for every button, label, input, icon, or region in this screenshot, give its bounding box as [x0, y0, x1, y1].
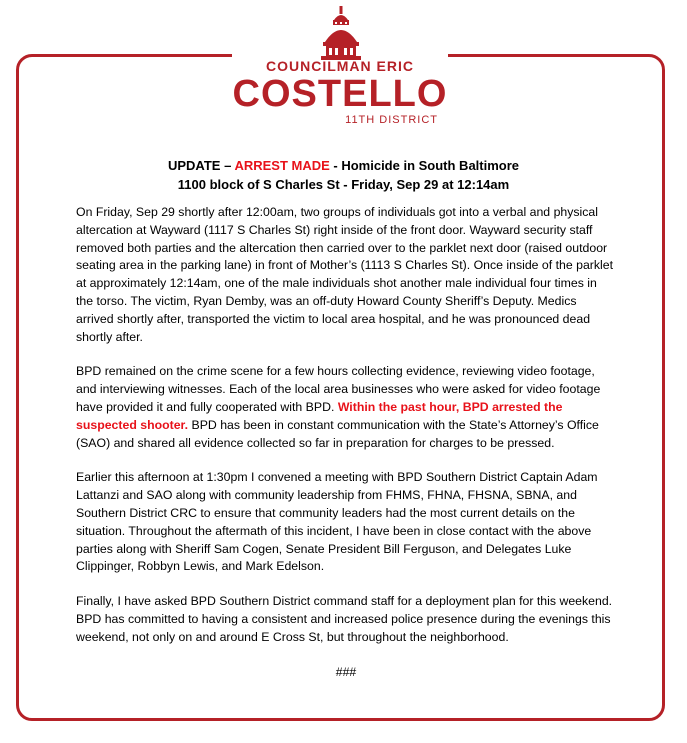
- paragraph-deployment: Finally, I have asked BPD Southern District command staff for a deployment plan for this weekend. BPD has committed to having a consistent and increased police presence during the evenings this weekend, not only on and around E Cross St, but throughout the neighborhood.: [76, 594, 613, 644]
- paragraph-meeting: Earlier this afternoon at 1:30pm I convened a meeting with BPD Southern District Captain Adam Lattanzi and SAO along with community leadership from FHMS, FHNA, FHSNA, SBNA, and Southern District CRC to ensure that community leaders had the most current details on the situation. Throughout the aftermath of this incident, I have been in close contact with the above parties along with Sheriff Sam Cogen, Senate President Bill Ferguson, and Delegates Luke Clippinger, Robbyn Lewis, and Mark Edelson.: [76, 470, 598, 574]
- paragraph-investigation-start: BPD remained on the crime scene for a few hours collecting evidence, reviewing video footage, and interviewing witnesses. Each of the local area businesses who were asked for video footage have provided it and fully cooperated with BPD.: [76, 364, 601, 414]
- capitol-dome-icon: [318, 6, 364, 62]
- headline-suffix: - Homicide in South Baltimore: [329, 158, 520, 173]
- paragraph-incident: On Friday, Sep 29 shortly after 12:00am, two groups of individuals got into a verbal and physical altercation at Wayward (1117 S Charles St) right inside of the front door. Wayward security staff removed both parties and the altercation then carried over to the parklet next door (raised outdoor seating area in the parking lane) in front of Mother’s (1113 S Charles St). Once inside of the parklet at approximately 12:14am, one of the male individuals shot another male individual four times in the torso. The victim, Ryan Demby, was an off-duty Howard County Sheriff’s Deputy. Medics arrived shortly after, transported the victim to local area hospital, and he was pronounced dead shortly after.: [76, 205, 614, 344]
- headline-line-1: [40, 156, 647, 175]
- headline: [40, 156, 647, 194]
- logo-name-text: COSTELLO: [232, 73, 448, 115]
- end-mark: ###: [335, 664, 357, 679]
- arrest-made-highlight: ARREST MADE: [234, 158, 330, 173]
- statement-body: [76, 204, 616, 681]
- logo-district-text: 11TH DISTRICT: [345, 114, 438, 126]
- councilman-logo: [232, 6, 448, 128]
- headline-prefix: UPDATE –: [167, 158, 235, 173]
- arrest-announcement: Within the past hour, BPD arrested the suspected shooter.: [76, 399, 563, 432]
- logo-councilman-text: COUNCILMAN ERIC: [266, 58, 414, 74]
- headline-line-2: 1100 block of S Charles St - Friday, Sep 29 at 12:14am: [177, 177, 510, 192]
- paragraph-investigation: [76, 363, 616, 452]
- paragraph-investigation-end: BPD has been in constant communication with the State’s Attorney’s Office (SAO) and shared all evidence collected so far in preparation for charges to be pressed.: [76, 417, 599, 450]
